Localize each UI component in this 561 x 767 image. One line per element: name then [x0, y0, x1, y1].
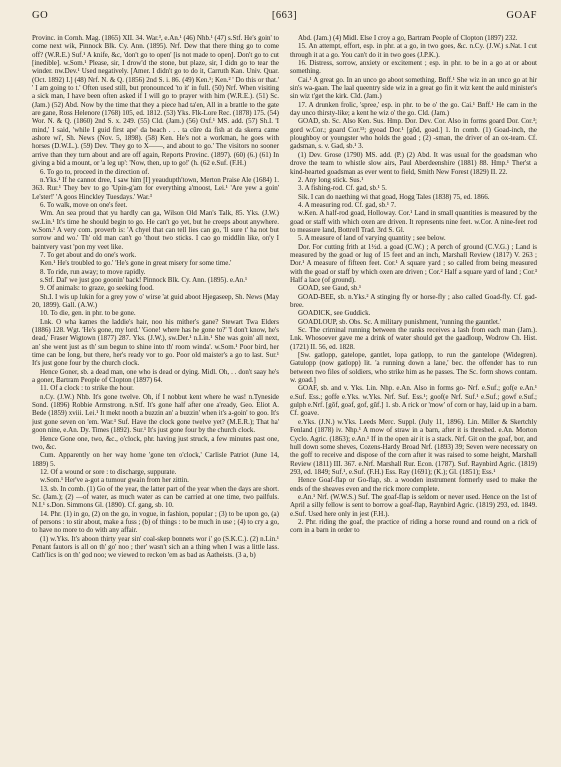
- entry-paragraph: Abd. (Jam.) (4) Midl. Else I croy a go, Bartram People of Clopton (1897) 232.: [298, 34, 518, 42]
- entry-paragraph: GOAD, see Gaud, sb.¹: [298, 284, 362, 293]
- entry-paragraph: Hence Goner, sb. a dead man, one who is dead or dying. Midl. Oh, . . don't saay he's a goner, Bartram People of Clopton (1897) 64.: [32, 367, 279, 385]
- entry-paragraph: Lnk. O wha kames the laddie's hair, noo his mither's gane? Stewart Twa Elders (1886) 128. Wgt. 'He's gone, my lord.' 'Gone! where has he gone to?' 'I don't know, he's dead,' Fraser Wigtown (1877) 287. Yks. (J.W.), sw.Der.¹ n.Lin.¹ She was goin' all next, an' she went just as th' sun begun to shine into th' room winda'. w.Som.¹ Poor bird, her time can be long, but there, her's ready vor to go. Poor old maister's a go to last. Sur.¹ It's just gone four by the church clock.: [32, 317, 279, 368]
- entry-paragraph: Dor. For cutting frith at 1½d. a goad (C.W.) ; A perch of ground (C.V.G.) ; Land is measured by the goad or lug of 15 feet and an inch, Marshall Review (1817) V. 263 ; Dor.¹ A measure of fifteen feet. Cor.¹ A square yard ; so called from being measured with the goad or staff by which oxen are driven ; Cor.² Half a square yard of land ; Cor.³ Half a lace (of ground).: [290, 242, 537, 284]
- entry-paragraph: Sh.I. I wis up lukin for a grey yow o' wirse 'at guid aboot Hjegaseep, Sh. News (May 20, 1899). Gall. (A.W.): [32, 292, 279, 309]
- entry-paragraph: n.Cy. (J.W.) Nhb. It's gone twelve. Oh, if I nobbut kent where he was! n.Tyneside Sond. (1896) Robbie Armstrong. n.Stf. It's gone half after one a'ready, Geo. Eliot A. Bede (1859) xviii. Lei.¹ It mekt nooth a buzzin an' a buzzin' when it's a-goin' to goo. It's just gone seven on 'em. War.³ Suf. Have the clock gone twelve yet? (M.E.R.); That ha' goon nine, e.An. Dy. Times (1892). Sur.¹ It's just gone four by the church clock.: [32, 392, 279, 435]
- left-column: [32, 34, 279, 759]
- entry-paragraph: 14. Phr. (1) in go, (2) on the go, in vogue, in fashion, popular ; (3) to be upon go, (a) of persons : to stir about, make a fuss ; (b) of things : to be much in use ; (4) to cry a go, to have no more to do with any affair.: [32, 509, 279, 535]
- entry-paragraph: e.Yks. (J.N.) w.Yks. Leeds Merc. Suppl. (July 11, 1896). Lin. Miller & Skertchly Fenland (1878) iv. Nhp.¹ A mow of straw in a barn, after it is threshed. e.An. Morton Cyclo. Agric. (1863); e.An.¹ If in the open air it is a stack. Nrf. Git on the goaf, bor, and hull down some sheves, Cozens-Hardy Broad Nrf. (1893) 39; Seven were necessary on the goff to receive and dispose of the corn after it was raised to some height, Marshall Review (1811) III. 367. e.Nrf. Marshall Rur. Econ. (1787). Suf. Raynbird Agric. (1819) 293, ed. 1849; Suf.¹, e.Suf. (F.H.) Ess. Ray (1691); (K.); Gl. (1851); Ess.¹: [290, 417, 537, 476]
- entry-paragraph: GOAD-BEE, sb. n.Yks.² A stinging fly or horse-fly ; also called Goad-fly. Cf. gad-bree.: [290, 292, 537, 309]
- entry-paragraph: Wm. An sea proud that yu hardly can ga, Wilson Old Man's Talk, 85. Yks. (J.W.) sw.Lin.¹ It's time he should begin to go. He can't go yet, but he creeps about anywhere. w.Som.¹ A very com. proverb is: 'A chyel that can tell lies can go, 'll sure t' ha not but sorrow and wo.' Th' old man can't go 'thout two sticks. I cao go middlin like, on'y I baintvery vast 'pon my veet like.: [32, 209, 279, 251]
- entry-paragraph: GOAF, sb. and v. Yks. Lin. Nhp. e.An. Also in forms go- Nrf. e.Suf.; gof(e e.An.¹ e.Suf. Ess.; goffe e.Yks. w.Yks. Nrf. Suf. Ess.¹; goof(e Nrf. Suf.¹ e.Suf.; gowf e.Suf.; gulph e.Nrf. [gōf, goəf, gof, gūf.] 1. sb. A rick or 'mow' of corn or hay, laid up in a barn. Cf. goave.: [290, 384, 537, 418]
- entry-paragraph: 17. A drunken frolic, 'spree,' esp. in phr. to be o' the go. Cai.¹ Bnff.¹ He cam in the day unco thirsty-like; a kent he wiz o' the go. Cld. (Jam.): [290, 100, 537, 118]
- entry-paragraph: 2. Any long stick. Sus.¹: [298, 175, 364, 184]
- entry-paragraph: Hence Goaf-flap or Go-flap, sb. a wooden instrument formerly used to make the ends of the sheaves even and the rick more complete.: [290, 476, 537, 493]
- page-header: [32, 10, 537, 26]
- entry-paragraph: 8. To ride, run away; to move rapidly.: [40, 267, 146, 276]
- entry-paragraph: [Sw. gatlopp, gatelope, gantlet, lopa gatlopp, to run the gantelope (Widegren). Gatulopp (now gatlopp) lit. 'a running down a lane,' bec. the offender has to run between two files of soldiers, who strike him as he passes. The Sc. form shows contam. w. goad.]: [290, 351, 537, 385]
- entry-paragraph: 4. A measuring rod. Cf. gad, sb.¹ 7.: [298, 200, 396, 209]
- entry-paragraph: 2. Phr. riding the goaf, the practice of riding a horse round and round on a rick of corn in a barn in order to: [290, 517, 537, 535]
- entry-paragraph: 16. Distress, sorrow, anxiety or excitement ; esp. in phr. to be in a go at or about something.: [290, 59, 537, 76]
- entry-paragraph: GOAD, sb. Sc. Also Ken. Sus. Hmp. Dor. Dev. Cor. Also in forms goard Dor. Cor.³; gord w.Cor.; goard Cor.¹³; gyoad Dor.¹ [gōd, goəd.] 1. In comb. (1) Goad-inch, the ploughboy or youngster who holds the goad ; (2) -sman, the driver of an ox-team. Cf. gadsman, s. v. Gad, sb.¹ 3.: [290, 117, 537, 151]
- entry-paragraph: 3. A fishing-rod. Cf. gad, sb.¹ 5.: [298, 184, 387, 193]
- entry-paragraph: Cai.¹ A great go. In an unco go aboot something. Bnff.¹ She wiz in an unco go at hir sin's wa-gaan. The laal queentry side wiz in a great go fin it wiz kent the auld minister's sin wiz t'get the kirk. Cld. (Jam.): [290, 75, 537, 101]
- entry-paragraph: Ken.¹ He's troubled to go.' 'He's gone in great misery for some time.': [40, 259, 232, 268]
- entry-paragraph: 10. To die, gen. in phr. to be gone.: [40, 309, 136, 318]
- header-right-headword: GOAF: [506, 10, 537, 21]
- entry-paragraph: 15. An attempt, effort, esp. in phr. at a go, in two goes, &c. n.Cy. (J.W.) s.Nat. I cut through it at a go. You can't do it in two goes (J.P.K.).: [290, 42, 537, 59]
- entry-paragraph: Sc. The criminal running between the ranks receives a lash from each man (Jam.). Lnk. Whosoever gave me a drink of water should get the gaadloup, Wodrow Ch. Hist. (1721) II. 56, ed. 1828.: [290, 326, 537, 351]
- entry-paragraph: 5. A measure of land of varying quantity ; see below.: [298, 234, 446, 243]
- entry-paragraph: s.Stf. Dal' we just goo goonin' back! Pinnock Blk. Cy. Ann. (1895). e.An.¹: [40, 275, 248, 284]
- entry-paragraph: 6. To go to, proceed in the direction of.: [40, 167, 150, 176]
- entry-paragraph: e.An.¹ Nrf. (W.W.S.) Suf. The goaf-flap is seldom or never used. Hence on the 1st of April a silly fellow is sent to borrow a goaf-flap, Raynbird Agric. (1819) 293, ed. 1849. e.Suf. Used here only in jest (F.H.).: [290, 492, 537, 518]
- entry-paragraph: n.Yks.¹ If he cannot dree, I saw him [I] yeaudupth'town, Merton Praise Ale (1684) 1. 363. Rur.¹ They bev to go 'Upin-g'am for everything a'moost, Lei.¹ 'Are yew a goin' Le'ster!' 'A goos Hinckley Tuesdays.' War.³: [32, 175, 279, 201]
- entry-paragraph: (1) w.Yks. It's aboon thirty year sin' coal-skep bonnets wor i' go (S.K.C.). (2) n.Lin.¹ Penant fautors is all on th' go' noo ; ther' wasn't sich an a thing when I was a little lass. Cath'lics is on th' god noo; we viewed to reckon 'em as bad as Aatheists. (3 a, b): [32, 534, 279, 560]
- entry-paragraph: 7. To get about and do one's work.: [40, 250, 137, 259]
- entry-paragraph: 11. Of a clock : to strike the hour.: [40, 384, 134, 393]
- entry-paragraph: w.Ken. A half-rod goad, Holloway. Cor.¹ Land in small quantities is measured by the goad or staff with which oxen are driven. It represents nine feet. w.Cor. A nine-feet rod to measure land, Bottrell Trad. 3rd S. Gl.: [290, 209, 537, 234]
- entry-paragraph: (1) Dev. Grose (1790) MS. add. (P.) (2) Abd. It was usual for the goadsman who drove the team to whistle slow airs, Paul Aberdeenshire (1881) 88. Hmp.¹ Ther'st a kind-hearted goadsman as ever went to field, Smith New Forest (1829) II. 22.: [290, 150, 537, 176]
- entry-paragraph: 6. To walk, move on one's feet.: [40, 200, 128, 209]
- entry-paragraph: GOADLOUP, sb. Obs. Sc. A military punishment, 'running the gauntlet.': [298, 317, 501, 326]
- entry-paragraph: 13. sb. In comb. (1) Go of the year, the latter part of the year when the days are short. Sc. (Jam.); (2) —of water, as much water as can be carried at one time, two pailfuls. N.I.¹ s.Don. Simmons Gl. (1890). Cf. gang, sb. 10.: [32, 484, 279, 510]
- entry-paragraph: Sik. I can do naething wi that goad, Hogg Tales (1838) 75, ed. 1866.: [298, 192, 490, 201]
- entry-paragraph: Cum. Apparently on her way home 'gone ten o'clock,' Carlisle Patriot (June 14, 1889) 5.: [32, 451, 279, 468]
- entry-paragraph: w.Som.¹ Her've a-got a tumour gwain from her zittin.: [40, 476, 189, 485]
- entry-paragraph: Hence Gone one, two, &c., o'clock, phr. having just struck, a few minutes past one, two, &c.: [32, 434, 279, 451]
- entry-paragraph: GOADICK, see Guddick.: [298, 309, 371, 318]
- entry-paragraph: Provinc. in Cornh. Mag. (1865) XII. 34. War.³, e.An.¹ (46) Nhb.¹ (47) s.Stf. He's goin' to come next wik, Pinnock Blk. Cy. Ann. (1895). Nrf. Dew that there thing go to come off? (W.R.E.) Suf.¹ A knife, &c, 'don't go to open' [is not made to open]. Don't go to cut [inedible]. w.Som.¹ Please, sir, I drow'd the stone, but plaze, sir, I didn go to tear the winder. nw.Dev.¹ Used negatively. [Amer. I didn't go to do it, Carruth Kan. Univ. Quar. (Oct. 1892) I.] (48) Nrf. N. & Q. (1856) 2nd S. i. 86. (49) Ken.¹; Ken.² ' Do this or that.' ' I am going to t.' Often used still, but pronounced 'to it' in full. (50) Nrf. When visiting a sick man, I have been often asked if I will go to prayer with him (W.R.E.). (51) Sc. (Jam.) (52) Abd. Now by the time that they a piece had ta'en, All in a brattle to the gate are gane, Ross Helenore (1768) 105, ed. 1812. (53) Yks. Flk-Lore Rec. (1878) 175. (54) Wor. N. & Q. (1860) 2nd S. x. 249. (55) Cld. (Jam.) (56) Oxf.¹ MS. add. (57) Sh.I. 'I mind,' I said, 'while I guid first ape' da beach . . . ta cûre da fish at da skerra came ashore wi', Sh. News (Nov. 5, 1898). (58) Ken. He's not a workman, he goes with horses (D.W.L.). (59) Dev. 'They go to X——, and about to go.' The visitors no sooner arrive than they turn about and are off again, Reports Provinc. (1897). (60) (6.) (61) In giving a bid a mount, or 'a leg up': 'Now, then, up to go!' (h. (62 e.Suf. (F.H.): [32, 34, 279, 168]
- entry-paragraph: 12. Of a wound or sore : to discharge, suppurate.: [40, 467, 177, 476]
- page-number: [663]: [271, 10, 298, 21]
- header-left-headword: GO: [32, 10, 49, 21]
- right-column: [290, 34, 537, 759]
- entry-paragraph: 9. Of animals: to graze, go seeking food.: [40, 284, 154, 293]
